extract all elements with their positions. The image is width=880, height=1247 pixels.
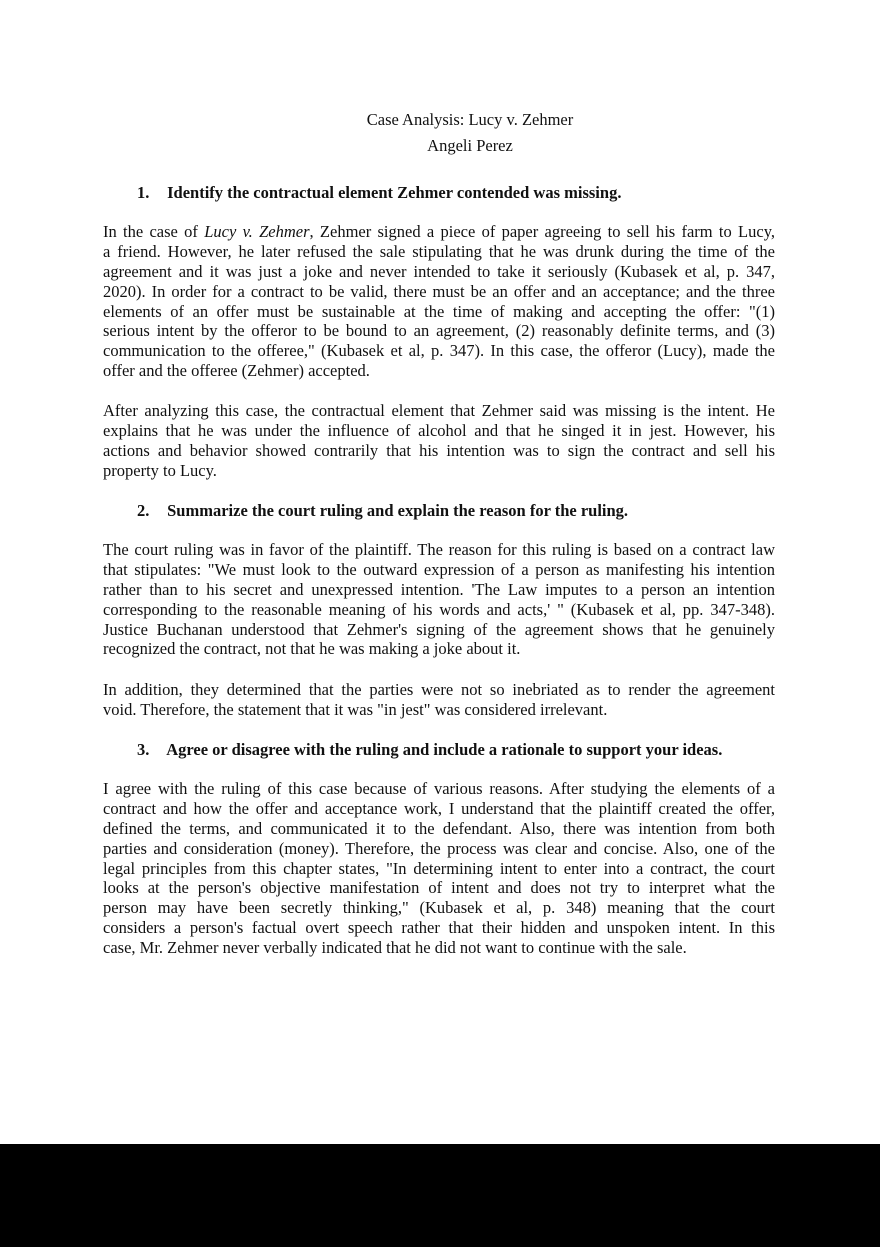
section-number: 2. (137, 501, 150, 520)
text-run: In the case of (103, 222, 205, 241)
paragraph-line: legal principles from this chapter states, "In determining intent to enter into a contract, the court (103, 858, 775, 878)
paragraph-line: offer and the offeree (Zehmer) accepted. (103, 361, 370, 381)
paragraph-line: property to Lucy. (103, 460, 217, 480)
paragraph-line: communication to the offeree," (Kubasek et al, p. 347). In this case, the offeror (Lucy), made the (103, 341, 775, 361)
section-number: 1. (137, 183, 150, 202)
section-number: 3. (137, 740, 150, 759)
paragraph-line: The court ruling was in favor of the plaintiff. The reason for this ruling is based on a contract law (103, 540, 775, 559)
paragraph-line: rather than to his secret and unexpressed intention. 'The Law imputes to a person an intention (103, 579, 775, 599)
paragraph-line: parties and consideration (money). Therefore, the process was clear and concise. Also, one of the (103, 838, 775, 858)
section-3-heading (137, 740, 722, 760)
section-1-paragraph-1 (103, 222, 775, 381)
section-heading-text: Summarize the court ruling and explain the reason for the ruling. (167, 501, 629, 520)
paragraph-line: considers a person's factual overt speech rather that their hidden and unspoken intent. In this (103, 918, 775, 938)
paragraph-line: case, Mr. Zehmer never verbally indicated that he did not want to continue with the sale. (103, 938, 687, 958)
case-name-italic: Lucy v. Zehmer (204, 222, 310, 241)
paragraph-line: recognized the contract, not that he was making a joke about it. (103, 639, 521, 659)
paragraph-line: corresponding to the reasonable meaning of his words and acts,' " (Kubasek et al, pp. 347-348). (103, 599, 775, 619)
section-3-paragraph-1 (103, 779, 775, 958)
paragraph-line: Justice Buchanan understood that Zehmer's signing of the agreement shows that he genuinely (103, 619, 775, 639)
paragraph-line (103, 222, 775, 242)
paragraph-line: defined the terms, and communicated it to the defendant. Also, there was intention from both (103, 818, 775, 838)
paragraph-line: explains that he was under the influence of alcohol and that he singed it in jest. However, his (103, 420, 775, 440)
paragraph-line: agreement and it was just a joke and never intended to take it seriously (Kubasek et al, p. 347, (103, 261, 775, 281)
paragraph-line: 2020). In order for a contract to be valid, there must be an offer and an acceptance; and the three (103, 281, 775, 301)
section-1-heading (137, 183, 621, 203)
section-2-paragraph-2 (103, 680, 775, 720)
paragraph-line: In addition, they determined that the parties were not so inebriated as to render the agreement (103, 680, 775, 699)
paragraph-line: person may have been secretly thinking," (Kubasek et al, p. 348) meaning that the court (103, 898, 775, 918)
paragraph-line: actions and behavior showed contrarily that his intention was to sign the contract and sell his (103, 440, 775, 460)
paragraph-line: I agree with the ruling of this case because of various reasons. After studying the elements of a (103, 779, 775, 798)
section-heading-text: Agree or disagree with the ruling and include a rationale to support your ideas. (166, 740, 723, 759)
paragraph-line: contract and how the offer and acceptance work, I understand that the plaintiff created the offer, (103, 798, 775, 818)
paragraph-line: serious intent by the offeror to be bound to an agreement, (2) reasonably definite terms, and (3) (103, 321, 775, 341)
document-title: Case Analysis: Lucy v. Zehmer (366, 110, 574, 129)
document-author: Angeli Perez (427, 136, 513, 155)
section-2-paragraph-1 (103, 540, 775, 659)
paragraph-line: elements of an offer must be sustainable at the time of making and accepting the offer: "(1) (103, 301, 775, 321)
section-heading-text: Identify the contractual element Zehmer contended was missing. (167, 183, 622, 202)
paragraph-line: that stipulates: "We must look to the outward expression of a person as manifesting his intention (103, 559, 775, 579)
black-letterbox-bar (0, 1144, 880, 1247)
section-2-heading (137, 501, 628, 521)
paragraph-line: a friend. However, he later refused the sale stipulating that he was drunk during the time of the (103, 241, 775, 261)
paragraph-line: After analyzing this case, the contractual element that Zehmer said was missing is the intent. He (103, 401, 775, 420)
paragraph-line: looks at the person's objective manifestation of intent and does not try to interpret what the (103, 878, 775, 898)
section-1-paragraph-2 (103, 401, 775, 481)
text-run: , Zehmer signed a piece of paper agreeing to sell his farm to Lucy, (309, 222, 776, 241)
paragraph-line: void. Therefore, the statement that it was "in jest" was considered irrelevant. (103, 699, 608, 719)
